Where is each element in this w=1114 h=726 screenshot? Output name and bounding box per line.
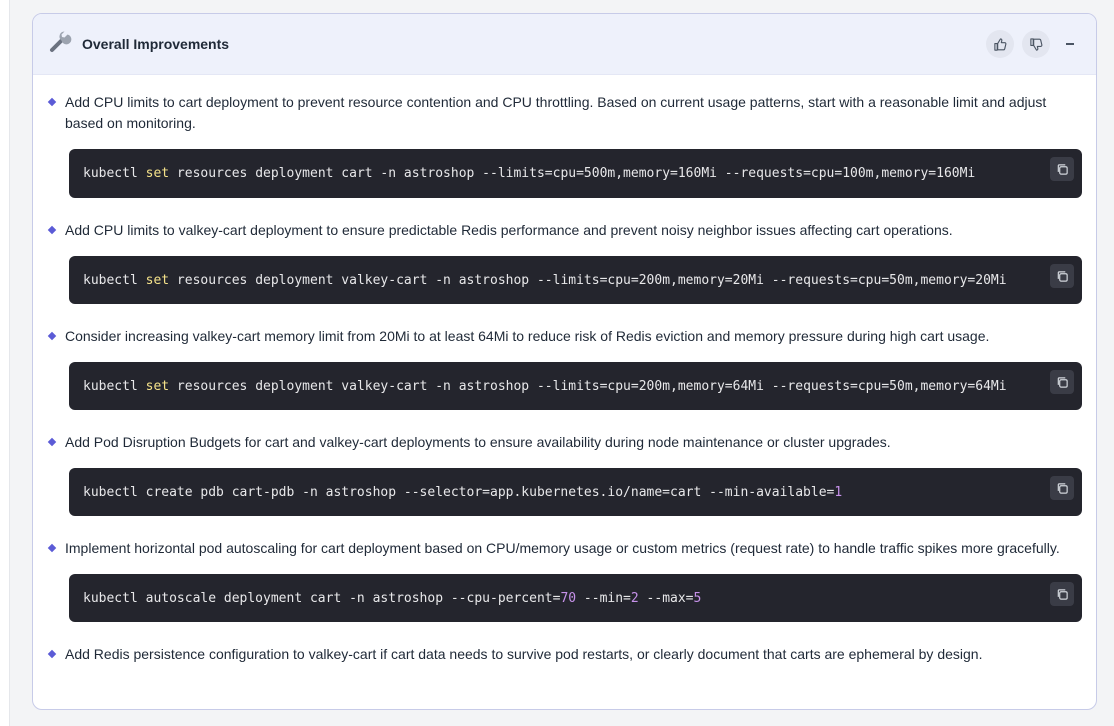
code-block [69, 362, 1082, 410]
code-block [69, 149, 1082, 198]
diamond-bullet-icon [48, 438, 56, 446]
overall-improvements-card [32, 13, 1097, 710]
copy-button[interactable] [1050, 582, 1074, 606]
item-text: Add Pod Disruption Budgets for cart and valkey-cart deployments to ensure availability during node maintenance or cluster upgrades. [65, 434, 891, 450]
left-rail [0, 0, 10, 726]
list-item [47, 644, 1082, 665]
copy-icon [1056, 163, 1069, 176]
minus-icon [1066, 43, 1074, 45]
copy-icon [1056, 270, 1069, 283]
collapse-button[interactable] [1058, 30, 1082, 58]
copy-icon [1056, 482, 1069, 495]
code-block [69, 574, 1082, 622]
thumbs-up-icon [993, 37, 1008, 52]
copy-button[interactable] [1050, 264, 1074, 288]
list-item [47, 92, 1082, 134]
thumbs-up-button[interactable] [986, 30, 1014, 58]
wrench-icon [47, 29, 82, 60]
copy-button[interactable] [1050, 370, 1074, 394]
copy-button[interactable] [1050, 157, 1074, 181]
diamond-bullet-icon [48, 650, 56, 658]
diamond-bullet-icon [48, 544, 56, 552]
copy-button[interactable] [1050, 476, 1074, 500]
copy-icon [1056, 376, 1069, 389]
item-text: Implement horizontal pod autoscaling for cart deployment based on CPU/memory usage or custom metrics (request rate) to handle traffic spikes more gracefully. [65, 540, 1060, 556]
list-item [47, 220, 1082, 241]
thumbs-down-button[interactable] [1022, 30, 1050, 58]
header-actions [986, 30, 1082, 58]
code-block [69, 468, 1082, 516]
card-header[interactable] [33, 14, 1096, 75]
thumbs-down-icon [1029, 37, 1044, 52]
copy-icon [1056, 588, 1069, 601]
code-command[interactable]: kubectl set resources deployment valkey-cart -n astroshop --limits=cpu=200m,memory=20Mi --requests=cpu=50m,memory=20Mi [83, 272, 1007, 288]
diamond-bullet-icon [48, 332, 56, 340]
code-command[interactable]: kubectl autoscale deployment cart -n astroshop --cpu-percent=70 --min=2 --max=5 [83, 590, 702, 606]
card-title: Overall Improvements [82, 36, 230, 52]
diamond-bullet-icon [48, 98, 56, 106]
code-command[interactable]: kubectl set resources deployment valkey-cart -n astroshop --limits=cpu=200m,memory=64Mi --requests=cpu=50m,memory=64Mi [83, 378, 1007, 394]
item-text: Add CPU limits to cart deployment to prevent resource contention and CPU throttling. Based on current usage patterns, start with a reasonable limit and adjust based on monitoring. [65, 94, 1047, 131]
list-item [47, 326, 1082, 347]
item-text: Consider increasing valkey-cart memory limit from 20Mi to at least 64Mi to reduce risk of Redis eviction and memory pressure during high cart usage. [65, 328, 990, 344]
code-command[interactable]: kubectl set resources deployment cart -n astroshop --limits=cpu=500m,memory=160Mi --requests=cpu=100m,memory=160Mi [83, 166, 976, 181]
list-item [47, 432, 1082, 453]
code-command[interactable]: kubectl create pdb cart-pdb -n astroshop --selector=app.kubernetes.io/name=cart --min-available=1 [83, 484, 843, 500]
item-text: Add Redis persistence configuration to valkey-cart if cart data needs to survive pod restarts, or clearly document that carts are ephemeral by design. [65, 646, 983, 662]
list-item [47, 538, 1082, 559]
item-text: Add CPU limits to valkey-cart deployment to ensure predictable Redis performance and prevent noisy neighbor issues affecting cart operations. [65, 222, 953, 238]
diamond-bullet-icon [48, 226, 56, 234]
improvements-list [33, 75, 1096, 665]
code-block [69, 256, 1082, 304]
